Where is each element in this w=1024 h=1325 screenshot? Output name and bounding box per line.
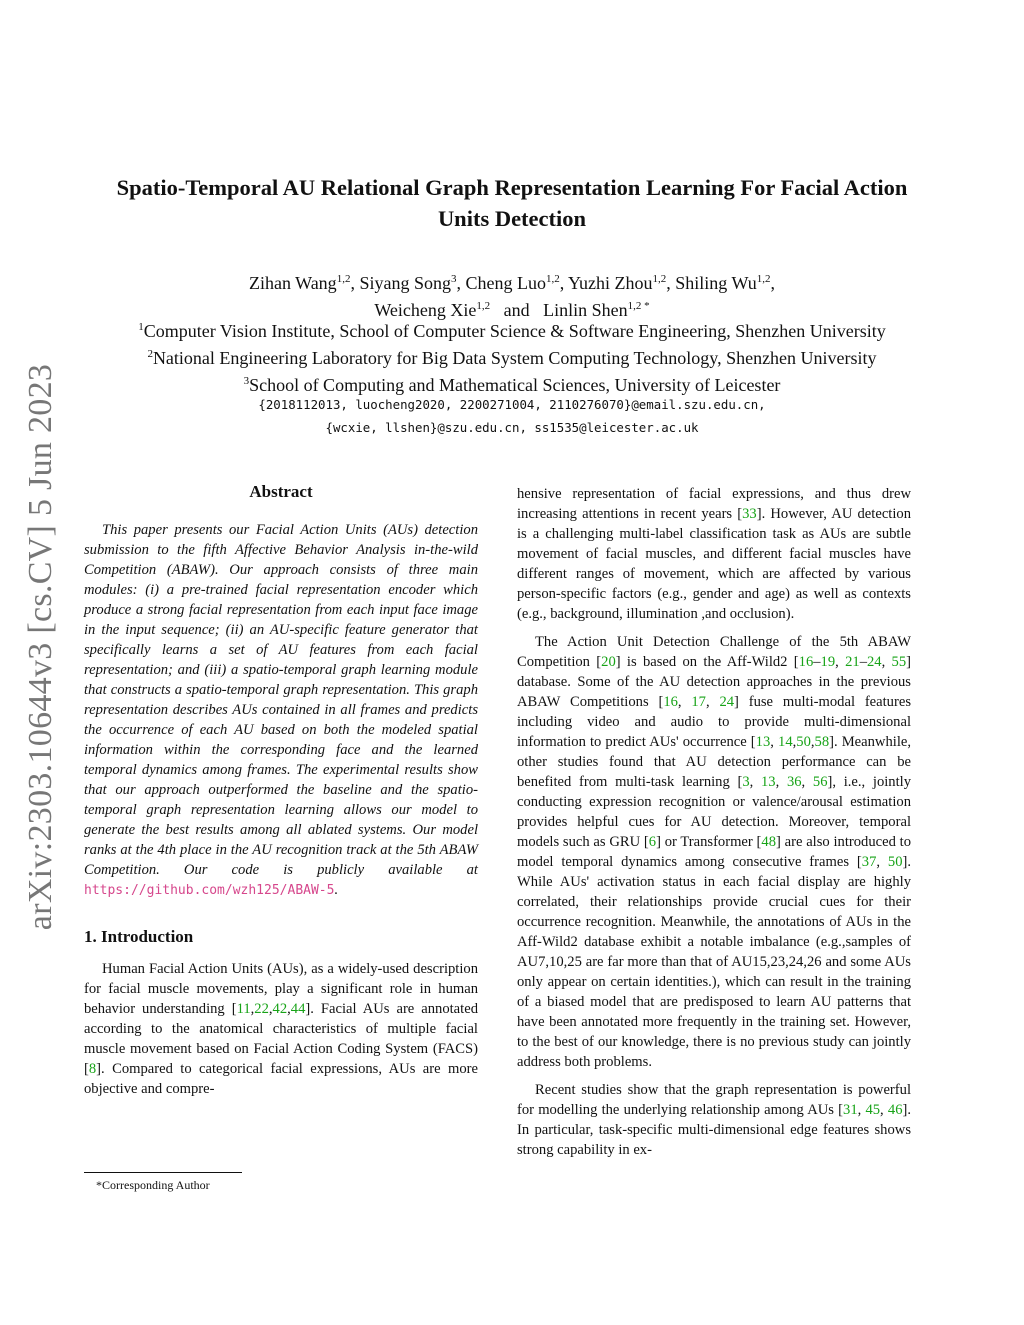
citation-link[interactable]: 24 [719, 694, 735, 710]
citation-link[interactable]: 37 [861, 854, 877, 870]
citation-link[interactable]: 17 [691, 694, 706, 710]
affiliation: $^3$School of Computing and Mathematical Sciences, University of Leicester [243, 375, 781, 395]
abstract-end: . [334, 882, 339, 898]
intro-paragraph-3: Recent studies show that the graph representation is powerful for modelling the underlying relationship among AUs [31, 45, 46]. In particular, task-specific multi-dimensional edge features shows strong capability in ex- [517, 1082, 911, 1158]
arxiv-side-label: arXiv:2303.10644v3 [cs.CV] 5 Jun 2023 [22, 363, 59, 931]
email-line: {wcxie, llshen}@szu.edu.cn, ss1535@leicester.ac.uk [325, 420, 699, 435]
right-column [517, 484, 911, 1168]
paper-title: Spatio-Temporal AU Relational Graph Representation Learning For Facial Action Units Detection [116, 175, 908, 231]
author-name: Zihan Wang$^{1,2}$ [248, 273, 351, 293]
abstract-heading: Abstract [249, 482, 313, 501]
intro-paragraph-1: Human Facial Action Units (AUs), as a widely-used description for facial muscle movements, play a significant role in human behavior understanding [11,22,42,44]. Facial AUs are annotated according to the anatomical characteristics of multiple facial muscle movement based on Facial Action Coding System (FACS) [8]. Compared to categorical facial expressions, AUs are more objective and compre- [84, 961, 478, 1097]
footnote: *Corresponding Author [96, 1178, 210, 1192]
citation-link[interactable]: 31 [843, 1102, 858, 1118]
citation-link[interactable]: 13 [761, 774, 776, 790]
citation-link[interactable]: 21 [845, 654, 860, 670]
citation-link[interactable]: 20 [601, 654, 616, 670]
author-name: Cheng Luo$^{1,2}$ [465, 273, 560, 293]
citation-link[interactable]: 13 [755, 734, 771, 750]
authors-line-1: Zihan Wang$^{1,2}$, Siyang Song$^3$, Cheng Luo$^{1,2}$, Yuzhi Zhou$^{1,2}$, Shiling Wu$^{1,2}$, [248, 273, 776, 293]
intro-paragraph-1-continued: hensive representation of facial expressions, and thus drew increasing attentions in recent years [33]. However, AU detection is a challenging multi-label classification task as AUs are subtle movement of facial muscles, and different facial muscles have different ranges of movement, which are affected by various person-specific factors (e.g., gender and age) as well as contexts (e.g., background, illumination ,and occlusion). [517, 486, 911, 622]
author-name: Linlin Shen$^{1,2 *}$ [543, 300, 650, 320]
author-affiliation-mark: 1,2 [545, 273, 560, 285]
citation-link[interactable]: 46 [887, 1102, 903, 1118]
author-affiliation-mark: 1,2 [336, 273, 351, 285]
abstract-text: This paper presents our Facial Action Units (AUs) detection submission to the fifth Affective Behavior Analysis in-the-wild Competition (ABAW). Our approach consists of three main modules: (i) a pre-trained facial representation encoder which produce a strong facial representation from each input face image in the input sequence; (ii) an AU-specific feature generator that specifically learns a set of AU features from each facial representation; and (iii) a spatio-temporal graph learning module that constructs a spatio-temporal graph representation. This graph representation describes AUs contained in all frames and predicts the occurrence of each AU based on both the modeled spatial information within the corresponding face and the learned temporal dynamics among frames. The experimental results show that our approach outperformed the baseline and the spatio-temporal graph representation learning allows our model to generate the best results among all ablated systems. Our model ranks at the 4th place in the AU recognition track at the 5th ABAW Competition. Our code is publicly available at [84, 522, 478, 878]
author-affiliation-mark: 1,2 [476, 300, 491, 312]
citation-link[interactable]: 50 [887, 854, 903, 870]
citation-link[interactable]: 48 [761, 834, 776, 850]
citation-link[interactable]: 24 [866, 654, 882, 670]
citation-link[interactable]: 36 [786, 774, 802, 790]
author-list [90, 268, 934, 322]
intro-heading: 1. Introduction [84, 927, 194, 946]
author-affiliation-mark: 1,2 [652, 273, 667, 285]
email-line: {2018112013, luocheng2020, 2200271004, 2110276070}@email.szu.edu.cn, [258, 397, 766, 412]
citation-link[interactable]: 14 [778, 734, 793, 750]
affiliation: $^2$National Engineering Laboratory for Big Data System Computing Technology, Shenzhen University [147, 348, 877, 368]
affiliation: $^1$Computer Vision Institute, School of Computer Science & Software Engineering, Shenzhen University [138, 321, 886, 341]
author-name: Weicheng Xie$^{1,2}$ [374, 300, 491, 320]
code-link[interactable]: https://github.com/wzh125/ABAW-5 [84, 883, 335, 898]
citation-link[interactable]: 56 [812, 774, 828, 790]
citation-link[interactable]: 22 [254, 1001, 269, 1017]
citation-link[interactable]: 3 [742, 774, 750, 790]
citation-link[interactable]: 44 [290, 1001, 306, 1017]
citation-link[interactable]: 33 [742, 506, 757, 522]
citation-link[interactable]: 58 [814, 734, 830, 750]
citation-link[interactable]: 16 [663, 694, 678, 710]
footnote-rule [84, 1172, 242, 1173]
citation-link[interactable]: 16 [798, 654, 814, 670]
citation-link[interactable]: 55 [891, 654, 907, 670]
author-affiliation-mark: 1,2 * [627, 300, 650, 312]
author-and: and [490, 300, 544, 320]
abstract-body [84, 520, 478, 901]
citation-link[interactable]: 45 [865, 1102, 881, 1118]
intro-paragraph-2: The Action Unit Detection Challenge of the 5th ABAW Competition [20] is based on the Aff-Wild2 [16–19, 21–24, 55] database. Some of the AU detection approaches in the previous ABAW Competitions [16, 17, 24] fuse multi-modal features including video and audio to provide multi-dimensional information to predict AUs' occurrence [13, 14,50,58]. Meanwhile, other studies found that AU detection performance can be benefited from multi-task learning [3, 13, 36, 56], i.e., jointly conducting expression recognition or valence/arousal estimation provides helpful cues for AU detection. Moreover, temporal models such as GRU [6] or Transformer [48] are also introduced to model temporal dynamics among consecutive frames [37, 50]. While AUs' activation status in each facial display are highly correlated, their relationships provide crucial cues for their occurrence recognition. Meanwhile, the annotations of AUs in the Aff-Wild2 database exhibit a notable imbalance (e.g.,samples of AU7,10,25 are far more than that of AU15,23,24,26 and some AUs only appear on certain identities.), which can result in the training of a biased model that are predisposed to learn AU patterns that have been annotated more frequently in the training set. However, to the best of our knowledge, there is no previous study can jointly address both problems. [517, 634, 912, 1070]
author-emails [90, 393, 934, 439]
left-column [84, 480, 478, 1107]
citation-link[interactable]: 42 [272, 1001, 288, 1017]
author-affiliation-mark: 3 [450, 273, 457, 285]
citation-link[interactable]: 11 [236, 1001, 251, 1017]
author-affiliation-mark: 1,2 [756, 273, 771, 285]
citation-link[interactable]: 6 [648, 834, 657, 850]
citation-link[interactable]: 50 [796, 734, 811, 750]
citation-link[interactable]: 8 [88, 1061, 97, 1077]
citation-link[interactable]: 19 [820, 654, 836, 670]
author-name: Yuzhi Zhou$^{1,2}$ [568, 273, 667, 293]
author-name: Siyang Song$^3$ [359, 273, 457, 293]
author-name: Shiling Wu$^{1,2}$ [675, 273, 771, 293]
affiliations [80, 316, 944, 397]
